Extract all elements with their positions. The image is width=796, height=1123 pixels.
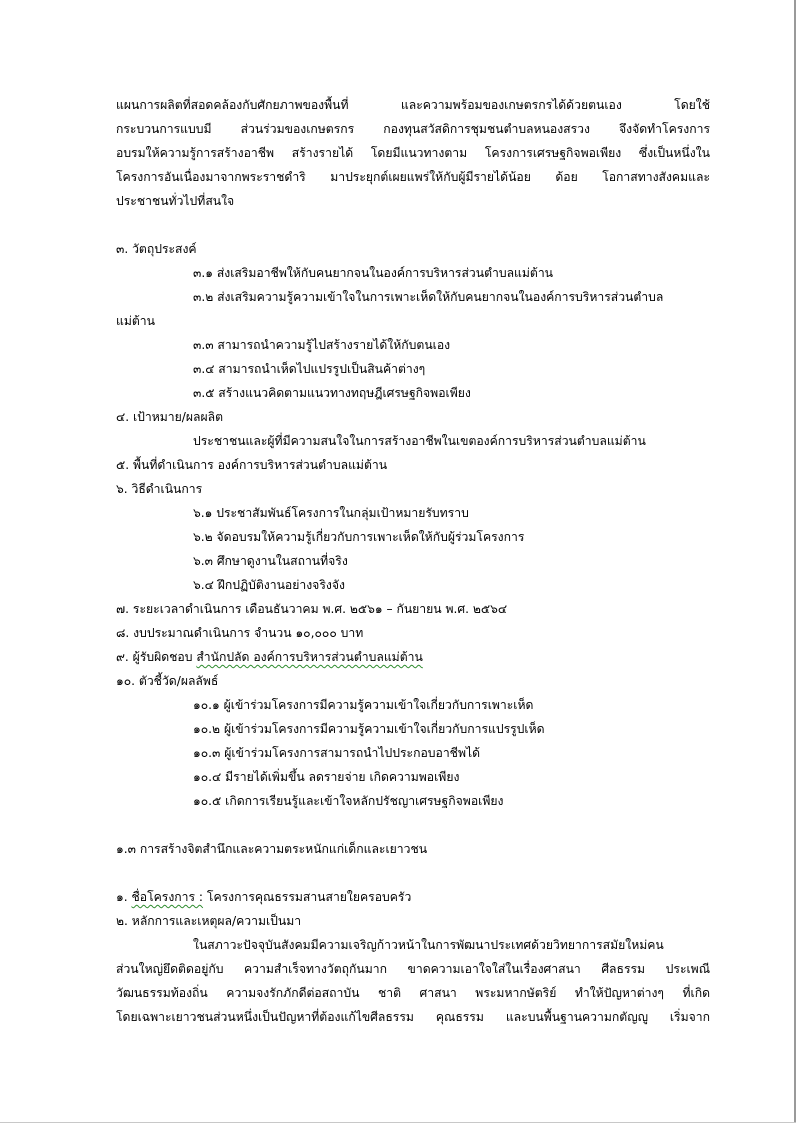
indicator-item: ๑๐.๓ ผู้เข้าร่วมโครงการสามารถนำไปประกอบอาชีพได้ <box>193 746 481 760</box>
responsible-line <box>116 645 710 669</box>
rationale-paragraph <box>116 933 710 1029</box>
intro-line: กระบวนการแบบมี ส่วนร่วมของเกษตรกร กองทุนสวัสดิการชุมชนตำบลหนองสรวง จึงจัดทำโครงการ <box>116 122 710 136</box>
objective-item: ๓.๓ สามารถนำความรู้ไปสร้างรายได้ให้กับตนเอง <box>193 338 451 352</box>
objective-item-continuation: แม่ต้าน <box>116 314 155 328</box>
project-name-number: ๑. <box>116 890 132 904</box>
targets-heading: ๔. เป้าหมาย/ผลผลิต <box>116 410 224 424</box>
spacer <box>116 813 710 837</box>
intro-line: แผนการผลิตที่สอดคล้องกับศักยภาพของพื้นที่ และความพร้อมของเกษตรกรได้ด้วยตนเอง โดยใช้ <box>116 98 710 112</box>
indicator-item: ๑๐.๕ เกิดการเรียนรู้และเข้าใจหลักปรัชญาเศรษฐกิจพอเพียง <box>193 794 504 808</box>
spacer <box>116 213 710 237</box>
method-item: ๖.๑ ประชาสัมพันธ์โครงการในกลุ่มเป้าหมายรับทราบ <box>193 506 469 520</box>
indicators-heading: ๑๐. ตัวชี้วัด/ผลลัพธ์ <box>116 674 219 688</box>
section-heading: ๑.๓ การสร้างจิตสำนึกและความตระหนักแก่เด็กและเยาวชน <box>116 842 428 856</box>
indicator-item: ๑๐.๔ มีรายได้เพิ่มขึ้น ลดรายจ่าย เกิดความพอเพียง <box>193 770 460 784</box>
period-line: ๗. ระยะเวลาดำเนินการ เดือนธันวาคม พ.ศ. ๒๕๖๑ – กันยายน พ.ศ. ๒๕๖๔ <box>116 602 508 616</box>
rationale-line: ในสภาวะปัจจุบันสังคมมีความเจริญก้าวหน้าในการพัฒนาประเทศด้วยวิทยาการสมัยใหม่คน <box>193 938 664 952</box>
intro-line: โครงการอันเนื่องมาจากพระราชดำริ มาประยุกต์เผยแพร่ให้กับผู้มีรายได้น้อย ด้อย โอกาสทางสังคมและ <box>116 170 710 184</box>
rationale-heading: ๒. หลักการและเหตุผล/ความเป็นมา <box>116 914 302 928</box>
intro-paragraph <box>116 93 710 213</box>
targets-text: ประชาชนและผู้ที่มีความสนใจในการสร้างอาชีพในเขตองค์การบริหารส่วนตำบลแม่ต้าน <box>193 434 646 448</box>
project-name-value: โครงการคุณธรรมสานสายใยครอบครัว <box>203 890 412 904</box>
methods-heading: ๖. วิธีดำเนินการ <box>116 482 203 496</box>
responsible-prefix: ๙. ผู้รับผิดชอบ <box>116 650 197 664</box>
project-name-label: ชื่อโครงการ : <box>131 890 204 904</box>
rationale-line: วัฒนธรรมท้องถิ่น ความจงรักภักดีต่อสถาบัน ชาติ ศาสนา พระมหากษัตริย์ ทำให้ปัญหาต่างๆ ที่เกิด <box>116 986 710 1000</box>
project-name-line <box>116 885 710 909</box>
document-body <box>116 93 710 1029</box>
intro-line: อบรมให้ความรู้การสร้างอาชีพ สร้างรายได้ โดยมีแนวทางตาม โครงการเศรษฐกิจพอเพียง ซึ่งเป็นหนึ่งใน <box>116 146 710 160</box>
indicator-item: ๑๐.๑ ผู้เข้าร่วมโครงการมีความรู้ความเข้าใจเกี่ยวกับการเพาะเห็ด <box>193 698 534 712</box>
method-item: ๖.๔ ฝึกปฏิบัติงานอย่างจริงจัง <box>193 578 345 592</box>
rationale-line: ส่วนใหญ่ยึดติดอยู่กับ ความสำเร็จทางวัตถุกันมาก ขาดความเอาใจใส่ในเรื่องศาสนา ศีลธรรม ประเพณี <box>116 962 710 976</box>
objective-item: ๓.๔ สามารถนำเห็ดไปแปรรูปเป็นสินค้าต่างๆ <box>193 362 426 376</box>
intro-line: ประชาชนทั่วไปที่สนใจ <box>116 194 235 208</box>
method-item: ๖.๒ จัดอบรมให้ความรู้เกี่ยวกับการเพาะเห็ดให้กับผู้ร่วมโครงการ <box>193 530 525 544</box>
objective-item: ๓.๑ ส่งเสริมอาชีพให้กับคนยากจนในองค์การบริหารส่วนตำบลแม่ต้าน <box>193 266 554 280</box>
method-item: ๖.๓ ศึกษาดูงานในสถานที่จริง <box>193 554 348 568</box>
area-line: ๕. พื้นที่ดำเนินการ องค์การบริหารส่วนตำบลแม่ต้าน <box>116 458 388 472</box>
budget-line: ๘. งบประมาณดำเนินการ จำนวน ๑๐,๐๐๐ บาท <box>116 626 364 640</box>
objectives-heading: ๓. วัตถุประสงค์ <box>116 242 197 256</box>
rationale-line: โดยเฉพาะเยาวชนส่วนหนึ่งเป็นปัญหาที่ต้องแก้ไขศีลธรรม คุณธรรม และบนพื้นฐานความกตัญญู เริ่มจาก <box>116 1010 710 1024</box>
objective-item: ๓.๕ สร้างแนวคิดตามแนวทางทฤษฎีเศรษฐกิจพอเพียง <box>193 386 471 400</box>
responsible-unit: สำนักปลัด องค์การบริหารส่วนตำบลแม่ต้าน <box>196 650 423 664</box>
indicator-item: ๑๐.๒ ผู้เข้าร่วมโครงการมีความรู้ความเข้าใจเกี่ยวกับการแปรรูปเห็ด <box>193 722 545 736</box>
objective-item: ๓.๒ ส่งเสริมความรู้ความเข้าใจในการเพาะเห็ดให้กับคนยากจนในองค์การบริหารส่วนตำบล <box>193 290 664 304</box>
spacer <box>116 861 710 885</box>
